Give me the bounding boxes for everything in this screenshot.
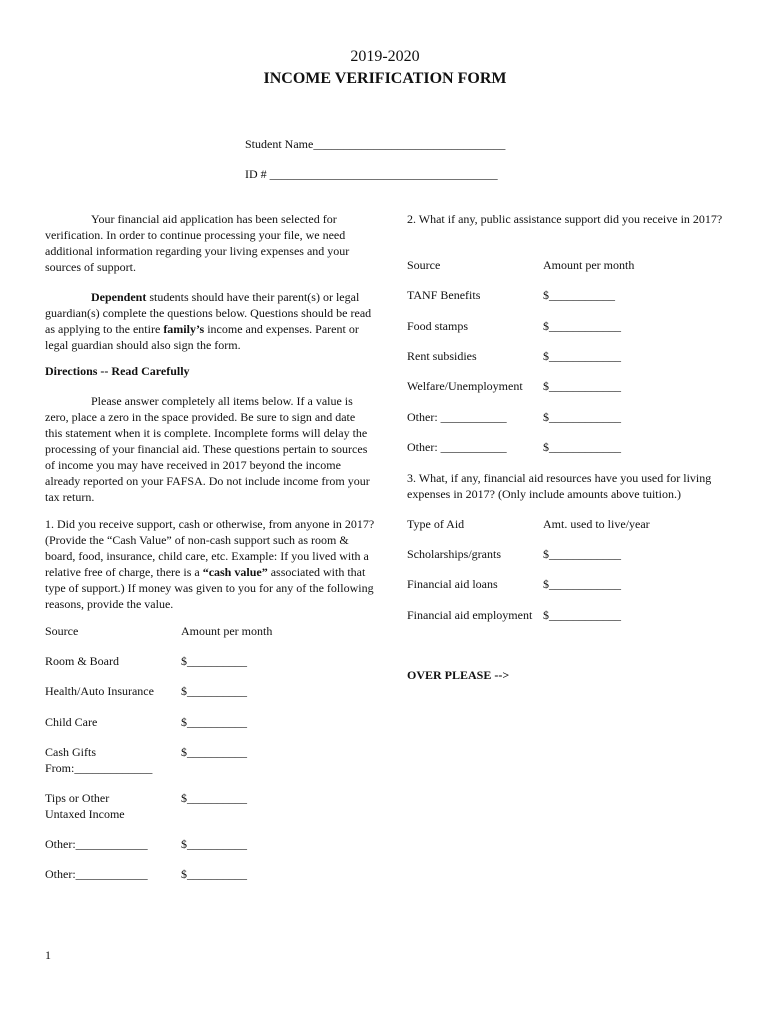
q1-amount-header: Amount per month [181, 624, 273, 638]
question-2-text: 2. What if any, public assistance support did you receive in 2017? [407, 212, 723, 226]
over-please-note: OVER PLEASE --> [407, 668, 510, 682]
q1-row-label: Tips or Other [45, 791, 110, 805]
q3-row-amount[interactable]: $____________ [543, 608, 621, 622]
q1-row-label: Cash Gifts [45, 745, 96, 759]
q2-row-label[interactable]: Other: ___________ [407, 440, 507, 454]
page-number: 1 [45, 948, 51, 962]
q1-row-label-line2: Untaxed Income [45, 807, 125, 821]
q2-row-amount[interactable]: $____________ [543, 349, 621, 363]
q1-row-amount[interactable]: $__________ [181, 791, 247, 805]
q3-row-label: Financial aid employment [407, 608, 533, 622]
q1-row-amount[interactable]: $__________ [181, 684, 247, 698]
q2-row-amount[interactable]: $____________ [543, 379, 621, 393]
directions-heading: Directions -- Read Carefully [45, 364, 190, 378]
q2-row-label[interactable]: Other: ___________ [407, 410, 507, 424]
q1-row-label-line2[interactable]: From:_____________ [45, 761, 153, 775]
q2-source-header: Source [407, 258, 441, 272]
intro-paragraph: Your financial aid application has been selected for verification. In order to continue processing your file, we need additional information regarding your living expenses and your sources of support. [45, 212, 350, 274]
dependent-bold: Dependent [91, 290, 147, 304]
q1-row-amount[interactable]: $__________ [181, 654, 247, 668]
q1-row-label: Child Care [45, 715, 98, 729]
q2-row-label: TANF Benefits [407, 288, 481, 302]
q1-row-amount[interactable]: $__________ [181, 715, 247, 729]
q2-amount-header: Amount per month [543, 258, 635, 272]
form-year: 2019-2020 [350, 48, 420, 65]
student-name-field[interactable]: Student Name________________________________ [245, 137, 506, 151]
q1-row-label: Health/Auto Insurance [45, 684, 154, 698]
q1-row-label[interactable]: Other:____________ [45, 867, 148, 881]
q1-row-amount[interactable]: $__________ [181, 837, 247, 851]
q1-row-amount[interactable]: $__________ [181, 867, 247, 881]
id-field[interactable]: ID # ______________________________________ [245, 167, 498, 181]
q1-source-header: Source [45, 624, 79, 638]
question-1-text [45, 516, 375, 612]
q2-row-amount[interactable]: $____________ [543, 319, 621, 333]
q1-text-a: 1. Did you receive support, cash or otherwise, from anyone in 2017? (Provide the “Cash Value” of non-cash support such as room & board, food, insurance, child care, etc. Example: If you lived with a relative free of charge, there is a [45, 517, 375, 579]
q3-amount-header: Amt. used to live/year [543, 517, 650, 531]
q3-row-amount[interactable]: $____________ [543, 577, 621, 591]
dependent-paragraph [45, 289, 375, 353]
q2-row-label: Welfare/Unemployment [407, 379, 523, 393]
q3-row-label: Scholarships/grants [407, 547, 501, 561]
q2-row-label: Rent subsidies [407, 349, 477, 363]
q1-row-label[interactable]: Other:____________ [45, 837, 148, 851]
q2-row-amount[interactable]: $____________ [543, 440, 621, 454]
family-bold: family’s [163, 322, 205, 336]
dependent-text-b: income and expenses. Parent or legal guardian should also sign the form. [45, 322, 359, 352]
q3-row-amount[interactable]: $____________ [543, 547, 621, 561]
dependent-text-a: students should have their parent(s) or legal guardian(s) complete the questions below. Questions should be read as applying to the entire [45, 290, 372, 336]
q1-row-amount[interactable]: $__________ [181, 745, 247, 759]
cash-value-bold: “cash value” [202, 565, 268, 579]
q2-row-amount[interactable]: $____________ [543, 410, 621, 424]
q2-row-label: Food stamps [407, 319, 469, 333]
q3-row-label: Financial aid loans [407, 577, 498, 591]
q1-text-b: associated with that type of support.) If money was given to you for any of the following reasons, provide the value. [45, 565, 374, 611]
q3-type-header: Type of Aid [407, 517, 465, 531]
q1-row-label: Room & Board [45, 654, 119, 668]
question-3-text: 3. What, if any, financial aid resources have you used for living expenses in 2017? (Only include amounts above tuition.) [407, 471, 712, 501]
form-title: INCOME VERIFICATION FORM [263, 70, 507, 87]
directions-paragraph: Please answer completely all items below. If a value is zero, place a zero in the space provided. Be sure to sign and date this statement when it is complete. Incomplete forms will delay the processing of your financial aid. These questions pertain to sources of income you may have received in 2017 beyond the income already reported on your FAFSA. Do not include income from your tax return. [45, 394, 370, 504]
q2-row-amount[interactable]: $___________ [543, 288, 615, 302]
